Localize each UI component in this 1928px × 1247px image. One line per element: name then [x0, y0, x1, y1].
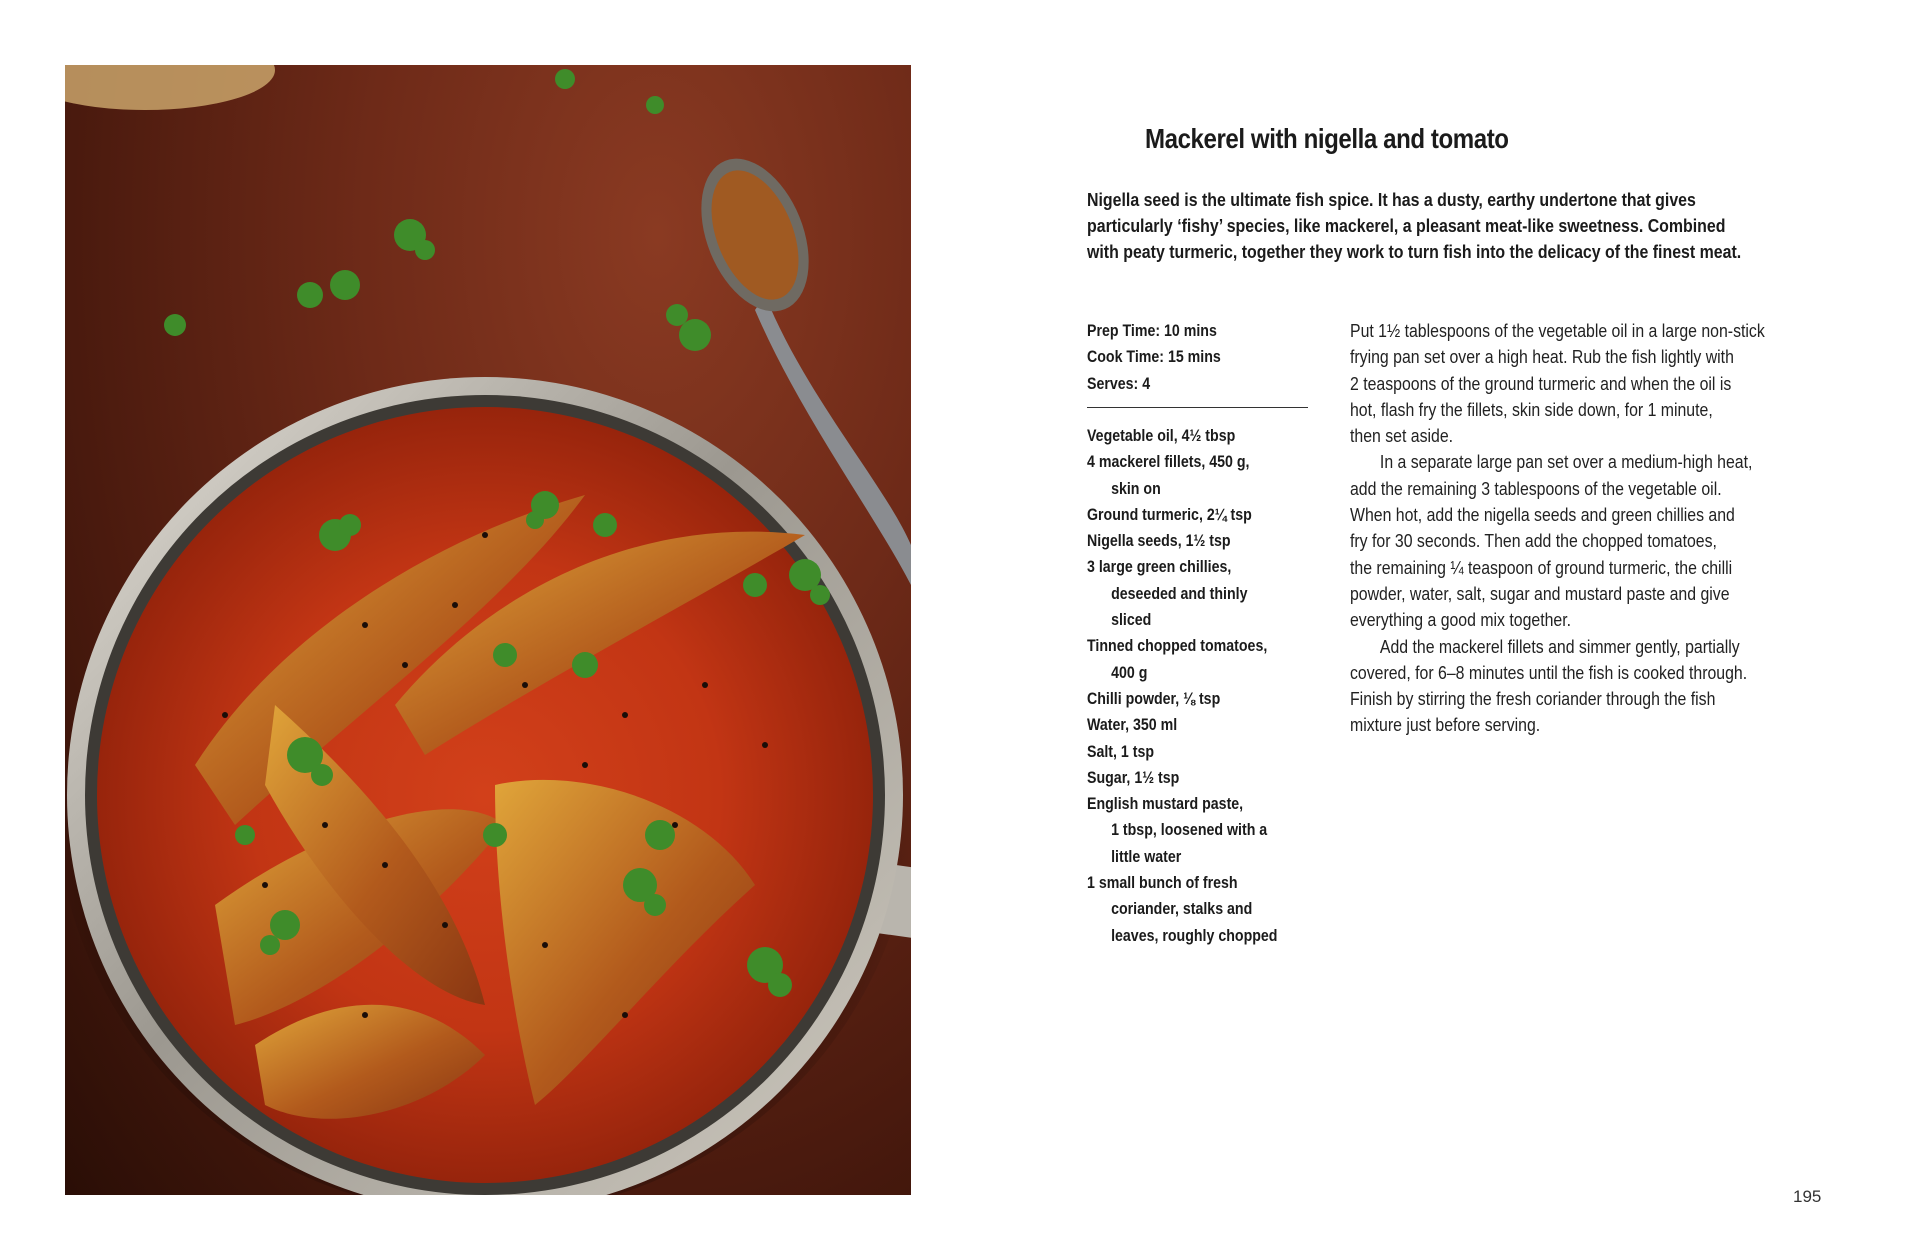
intro-line: with peaty turmeric, together they work to turn fish into the delicacy of the finest meat. [1087, 241, 1742, 262]
recipe-title: Mackerel with nigella and tomato [1145, 123, 1509, 154]
ingredient-item [1087, 765, 1347, 791]
ingredient-item [1087, 870, 1347, 949]
ingredient-line: Sugar, 1½ tsp [1087, 768, 1180, 787]
ingredient-line: sliced [1111, 611, 1152, 630]
ingredient-line: Tinned chopped tomatoes, [1087, 637, 1268, 656]
ingredient-item [1087, 686, 1347, 712]
ingredient-line: Ground turmeric, 2¼ tsp [1087, 505, 1252, 524]
method-line: 2 teaspoons of the ground turmeric and when the oil is [1350, 373, 1732, 394]
method-line: fry for 30 seconds. Then add the chopped tomatoes, [1350, 531, 1717, 552]
ingredient-item [1087, 633, 1347, 686]
method-line: everything a good mix together. [1350, 610, 1572, 631]
page-number: 195 [1793, 1187, 1822, 1206]
serves: Serves: 4 [1087, 374, 1151, 393]
ingredient-line: little water [1111, 847, 1182, 866]
ingredient-line: 1 small bunch of fresh [1087, 874, 1238, 893]
recipe-intro [1087, 187, 1742, 265]
prep-time: Prep Time: 10 mins [1087, 322, 1217, 340]
meta-divider [1087, 407, 1308, 408]
ingredients-list [1087, 423, 1347, 949]
method-text [1350, 318, 1880, 739]
method-line: Put 1½ tablespoons of the vegetable oil in a large non-stick [1350, 321, 1765, 341]
method-paragraph [1350, 449, 1880, 633]
method-line: Finish by stirring the fresh coriander through the fish [1350, 689, 1716, 710]
method-line: Add the mackerel fillets and simmer gently, partially [1379, 636, 1740, 657]
ingredient-line: leaves, roughly chopped [1111, 926, 1278, 945]
ingredient-line: 4 mackerel fillets, 450 g, [1087, 453, 1250, 472]
method-line: In a separate large pan set over a medium-high heat, [1379, 452, 1753, 473]
method-line: mixture just before serving. [1350, 715, 1541, 736]
intro-line: particularly ‘fishy’ species, like mackerel, a pleasant meat-like sweetness. Combined [1087, 215, 1726, 236]
ingredient-line: Salt, 1 tsp [1087, 742, 1155, 761]
ingredient-line: Nigella seeds, 1½ tsp [1087, 532, 1231, 551]
method-line: frying pan set over a high heat. Rub the fish lightly with [1350, 347, 1734, 368]
ingredient-item [1087, 502, 1347, 528]
ingredient-line: 400 g [1111, 663, 1148, 682]
recipe-photo [65, 65, 911, 1195]
ingredient-item [1087, 712, 1347, 738]
method-line: When hot, add the nigella seeds and green chillies and [1350, 505, 1735, 526]
ingredient-line: 1 tbsp, loosened with a [1111, 821, 1268, 840]
method-line: powder, water, salt, sugar and mustard paste and give [1350, 583, 1730, 604]
method-line: hot, flash fry the fillets, skin side down, for 1 minute, [1350, 399, 1713, 420]
recipe-meta [1087, 318, 1327, 397]
ingredient-line: 3 large green chillies, [1087, 558, 1232, 577]
method-line: covered, for 6–8 minutes until the fish is cooked through. [1350, 662, 1748, 683]
ingredient-item [1087, 791, 1347, 870]
ingredient-line: skin on [1111, 479, 1161, 498]
method-line: then set aside. [1350, 426, 1454, 447]
ingredient-line: coriander, stalks and [1111, 900, 1253, 919]
cook-time: Cook Time: 15 mins [1087, 348, 1221, 367]
ingredient-item [1087, 554, 1347, 633]
ingredient-line: Vegetable oil, 4½ tbsp [1087, 427, 1236, 445]
ingredient-line: deseeded and thinly [1111, 584, 1248, 603]
method-paragraph [1350, 634, 1880, 739]
intro-line: Nigella seed is the ultimate fish spice. It has a dusty, earthy undertone that gives [1087, 189, 1696, 210]
ingredient-line: English mustard paste, [1087, 795, 1244, 814]
method-paragraph [1350, 318, 1880, 449]
ingredient-item [1087, 423, 1347, 449]
ingredient-line: Chilli powder, ⅛ tsp [1087, 689, 1221, 708]
method-line: add the remaining 3 tablespoons of the vegetable oil. [1350, 478, 1722, 499]
ingredient-line: Water, 350 ml [1087, 716, 1178, 735]
ingredient-item [1087, 739, 1347, 765]
ingredient-item [1087, 528, 1347, 554]
food-illustration [65, 65, 911, 1195]
method-line: the remaining ¼ teaspoon of ground turmeric, the chilli [1350, 557, 1733, 578]
ingredient-item [1087, 449, 1347, 502]
